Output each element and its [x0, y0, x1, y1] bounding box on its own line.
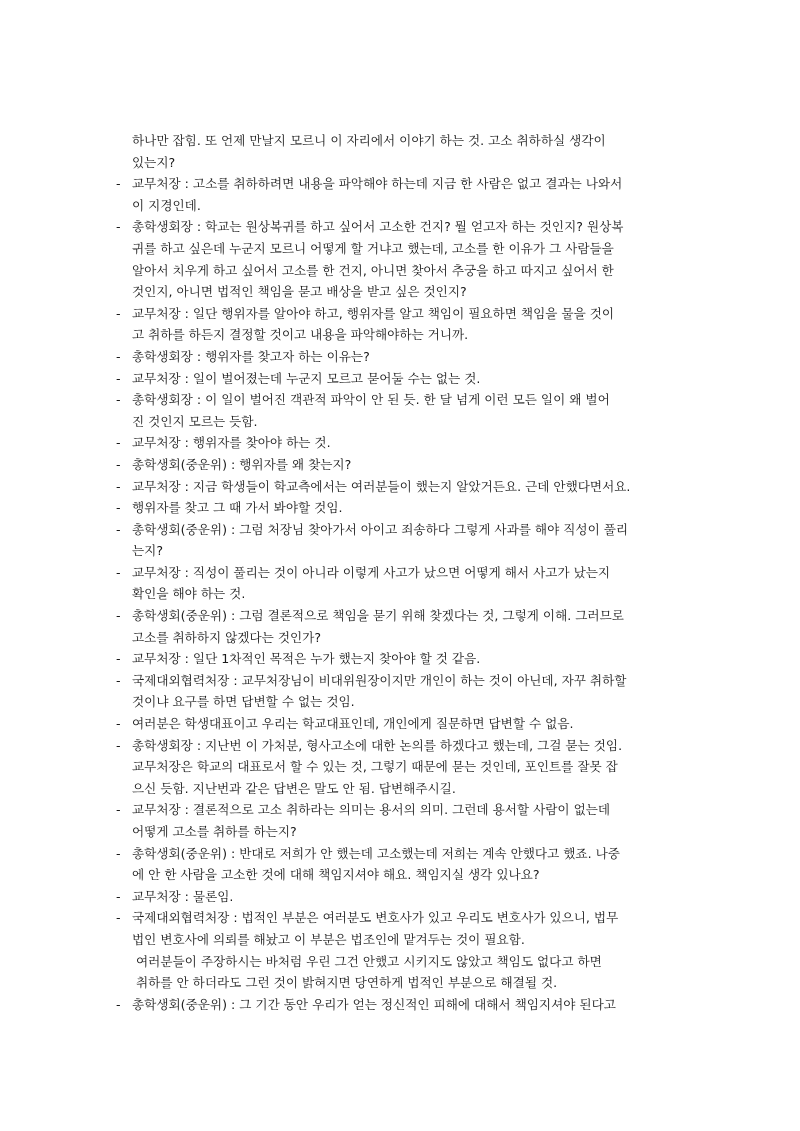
text-line: - 교무처장 : 일단 1차적인 목적은 누가 했는지 찾아야 할 것 같음. [132, 651, 481, 667]
list-item [112, 216, 696, 302]
text-line: 으신 듯함. 지난번과 같은 답변은 말도 안 됨. 답변해주시길. [132, 780, 456, 796]
list-item [112, 519, 696, 562]
list-item [112, 303, 696, 346]
list-item [112, 562, 696, 605]
list-item [112, 843, 696, 886]
text-line: - 교무처장 : 일단 행위자를 알아야 하고, 행위자를 알고 책임이 필요하면 책임을 물을 것이 [132, 305, 615, 321]
dialogue-list [112, 173, 696, 1015]
text-line: 이 지경인데. [132, 197, 201, 213]
list-item [112, 799, 696, 842]
text-line: 고 취하를 하든지 결정할 것이고 내용을 파악해야하는 거니까. [132, 327, 469, 343]
list-item [112, 994, 696, 1016]
text-line: 하나만 잡힘. 또 언제 만날지 모르니 이 자리에서 이야기 하는 것. 고소 취하하실 생각이 [132, 133, 606, 148]
list-item [112, 173, 696, 216]
text-line: - 교무처장 : 일이 벌어졌는데 누군지 모르고 묻어둘 수는 없는 것. [132, 370, 481, 386]
text-line: - 행위자를 찾고 그 때 가서 봐야할 것임. [132, 500, 343, 516]
text-line: 취하를 안 하더라도 그런 것이 밝혀지면 당연하게 법적인 부분으로 해결될 것. [136, 975, 558, 991]
text-line: 것인지, 아니면 법적인 책임을 묻고 배상을 받고 싶은 것인지? [132, 284, 467, 300]
text-line: - 총학생회장 : 이 일이 벌어진 객관적 파악이 안 된 듯. 한 달 넘게 이런 모든 일이 왜 벌어 [132, 392, 610, 408]
text-line: 것이냐 요구를 하면 답변할 수 없는 것임. [132, 694, 355, 710]
meeting-minutes [112, 130, 696, 1015]
list-item [112, 476, 696, 498]
text-line: - 총학생회장 : 행위자를 찾고자 하는 이유는? [132, 348, 370, 364]
text-line: 진 것인지 모르는 듯함. [132, 413, 258, 429]
text-line: - 총학생회장 : 학교는 원상복귀를 하고 싶어서 고소한 건지? 뭘 얻고자 하는 것인지? 원상복 [132, 219, 624, 235]
text-line: - 교무처장 : 물론임. [132, 888, 234, 904]
list-item [112, 454, 696, 476]
text-line: - 국제대외협력처장 : 교무처장님이 비대위원장이지만 개인이 하는 것이 아닌데, 자꾸 취하할 [132, 672, 627, 688]
list-item [112, 713, 696, 735]
list-item [112, 389, 696, 432]
text-line: - 교무처장 : 행위자를 찾아야 하는 것. [132, 435, 331, 451]
list-item [112, 648, 696, 670]
text-line: - 총학생회장 : 지난번 이 가처분, 형사고소에 대한 논의를 하겠다고 했는데, 그걸 묻는 것임. [132, 737, 623, 753]
text-line: - 교무처장 : 결론적으로 고소 취하라는 의미는 용서의 의미. 그런데 용서할 사람이 없는데 [132, 802, 611, 818]
text-line: - 총학생회(중운위) : 반대로 저희가 안 했는데 고소했는데 저희는 계속 안했다고 했죠. 나중 [132, 845, 620, 861]
text-line: - 총학생회(중운위) : 그럼 처장님 찾아가서 아이고 죄송하다 그렇게 사과를 해야 직성이 풀리 [132, 521, 629, 537]
text-line: 확인을 해야 하는 것. [132, 586, 246, 602]
text-line: - 총학생회(중운위) : 행위자를 왜 찾는지? [132, 456, 352, 472]
text-line: 고소를 취하하지 않겠다는 것인가? [132, 629, 322, 645]
text-line: 어떻게 고소를 취하를 하는지? [132, 824, 297, 839]
list-item [112, 886, 696, 908]
text-line: - 교무처장 : 직성이 풀리는 것이 아니라 이렇게 사고가 났으면 어떻게 해서 사고가 났는지 [132, 564, 611, 580]
text-line: - 여러분은 학생대표이고 우리는 학교대표인데, 개인에게 질문하면 답변할 수 없음. [132, 716, 574, 732]
text-line: - 교무처장 : 고소를 취하하려면 내용을 파악해야 하는데 지금 한 사람은 없고 결과는 나와서 [132, 176, 623, 192]
text-line: 법인 변호사에 의뢰를 해놨고 이 부분은 법조인에 맡겨두는 것이 필요함. [132, 931, 525, 947]
list-item [112, 605, 696, 648]
text-line: 있는지? [132, 154, 176, 170]
lead-paragraph [132, 130, 696, 173]
list-item [112, 670, 696, 713]
text-line: 에 안 한 사람을 고소한 것에 대해 책임지셔야 해요. 책임지실 생각 있나요? [132, 867, 540, 883]
list-item [112, 735, 696, 800]
text-line: 여러분들이 주장하시는 바처럼 우린 그건 안했고 시키지도 않았고 책임도 없다고 하면 [136, 953, 602, 969]
text-line: - 국제대외협력처장 : 법적인 부분은 여러분도 변호사가 있고 우리도 변호사가 있으니, 법무 [132, 910, 619, 926]
list-item [112, 346, 696, 368]
text-line: - 교무처장 : 지금 학생들이 학교측에서는 여러분들이 했는지 알았거든요. 근데 안했다면서요. [132, 478, 631, 494]
text-line: - 총학생회(중운위) : 그럼 결론적으로 책임을 묻기 위해 찾겠다는 것, 그렇게 이해. 그러므로 [132, 608, 624, 624]
list-item [112, 432, 696, 454]
list-item [112, 497, 696, 519]
text-line: 는지? [132, 543, 164, 559]
text-line: 귀를 하고 싶은데 누군지 모르니 어떻게 할 거냐고 했는데, 고소를 한 이유가 그 사람들을 [132, 240, 614, 256]
list-item [112, 368, 696, 390]
list-item [112, 907, 696, 993]
text-line: 교무처장은 학교의 대표로서 할 수 있는 것, 그렇기 때문에 묻는 것인데, 포인트를 잘못 잡 [132, 759, 618, 775]
text-line: 알아서 치우게 하고 싶어서 고소를 한 건지, 아니면 찾아서 추궁을 하고 따지고 싶어서 한 [132, 262, 614, 278]
text-line: - 총학생회(중운위) : 그 기간 동안 우리가 얻는 정신적인 피해에 대해서 책임지셔야 된다고 [132, 996, 616, 1012]
